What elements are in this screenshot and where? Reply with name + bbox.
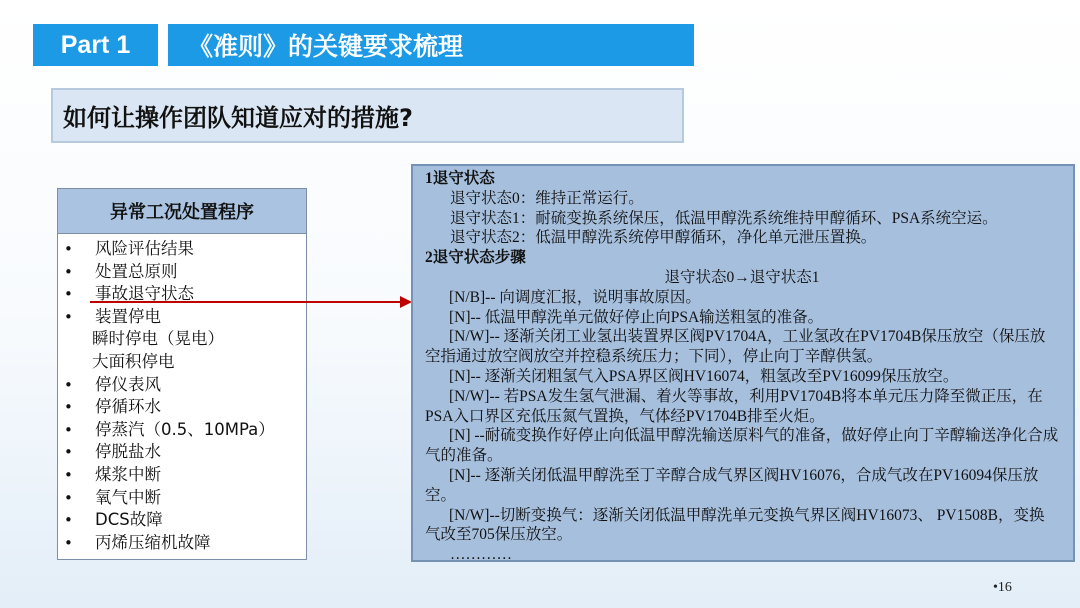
list-item: • 丙烯压缩机故障 <box>58 532 306 555</box>
step-line: [N]-- 逐渐关闭粗氢气入PSA界区阀HV16074，粗氢改至PV16099保压放空。 <box>449 367 959 385</box>
step-line: [N]-- 逐渐关闭低温甲醇洗至丁辛醇合成气界区阀HV16076，合成气改在PV16094保压放空。 <box>425 466 1039 504</box>
list-item: • 处置总原则 <box>58 261 306 284</box>
state-line: 退守状态1：耐硫变换系统保压，低温甲醇洗系统维持甲醇循环、PSA系统空运。 <box>450 209 998 227</box>
list-item: • 装置停电 <box>58 306 306 329</box>
procedure-list <box>58 234 306 554</box>
page-number: •16 <box>993 580 1012 595</box>
list-item: • 风险评估结果 <box>58 238 306 261</box>
list-sub-item: 大面积停电 <box>92 351 175 371</box>
list-item: • 停循环水 <box>58 396 306 419</box>
slide-title: 《准则》的关键要求梳理 <box>168 24 694 66</box>
step-line: [N/B]-- 向调度汇报，说明事故原因。 <box>449 288 701 306</box>
pointer-arrow <box>90 292 415 312</box>
list-item: • 事故退守状态 <box>58 283 306 306</box>
part-label: Part 1 <box>33 24 158 66</box>
step-line: [N/W]-- 逐渐关闭工业氢出装置界区阀PV1704A，工业氢改在PV1704B保压放空（保压放空指通过放空阀放空并控稳系统压力；下同），停止向丁辛醇供氢。 <box>425 328 1046 366</box>
state-line: 退守状态2：低温甲醇洗系统停甲醇循环，净化单元泄压置换。 <box>450 229 877 247</box>
state-line: 退守状态0：维持正常运行。 <box>450 189 644 207</box>
ellipsis: ………… <box>450 546 512 562</box>
step-line: [N] --耐硫变换作好停止向低温甲醇洗输送原料气的准备，做好停止向丁辛醇输送净化合成气的准备。 <box>425 427 1059 465</box>
list-item: • 煤浆中断 <box>58 464 306 487</box>
fallback-state-panel <box>411 164 1075 562</box>
procedure-panel-title: 异常工况处置程序 <box>58 189 306 234</box>
list-item: • 停蒸汽（0.5、10MPa） <box>58 419 306 442</box>
procedure-panel <box>57 188 307 560</box>
list-item: • 停脱盐水 <box>58 441 306 464</box>
question-heading: 如何让操作团队知道应对的措施? <box>51 88 684 143</box>
transition-label: 退守状态0→退守状态1 <box>664 268 820 286</box>
step-line: [N]-- 低温甲醇洗单元做好停止向PSA输送粗氢的准备。 <box>449 308 824 326</box>
step-line: [N/W]--切断变换气：逐渐关闭低温甲醇洗单元变换气界区阀HV16073、 PV1508B，变换气改至705保压放空。 <box>425 506 1045 544</box>
list-item: • 停仪表风 <box>58 374 306 397</box>
list-sub-item: 瞬时停电（晃电） <box>92 329 224 349</box>
section-2-title: 2退守状态步骤 <box>425 249 526 267</box>
list-item: • DCS故障 <box>58 509 306 532</box>
section-1-title: 1退守状态 <box>425 170 495 187</box>
step-line: [N/W]-- 若PSA发生氢气泄漏、着火等事故，利用PV1704B将本单元压力降至微正压，在PSA入口界区充低压氮气置换，气体经PV1704B排至火炬。 <box>425 387 1043 425</box>
list-item: • 氧气中断 <box>58 487 306 510</box>
